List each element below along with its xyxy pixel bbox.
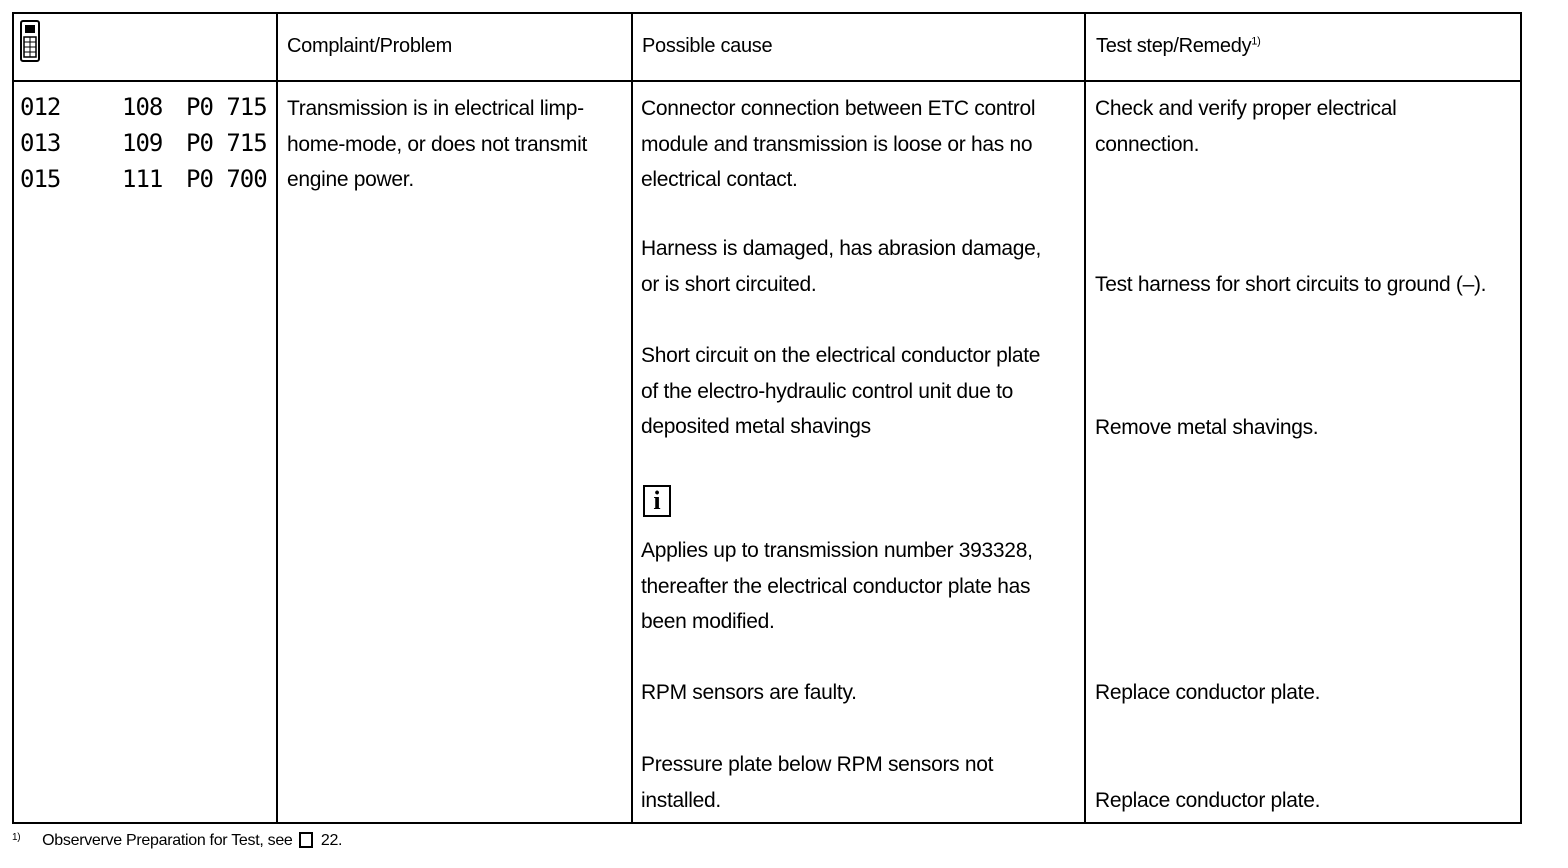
complaint-line: Transmission is in electrical limp- — [287, 97, 584, 120]
fault-code-b: 111 — [122, 165, 163, 193]
remedy-line: connection. — [1095, 132, 1200, 156]
cause-short-circuit — [641, 338, 1040, 445]
cause-line: of the electro-hydraulic control unit due to — [641, 379, 1014, 403]
page-reference-icon — [299, 832, 313, 848]
cause-line: module and transmission is loose or has no — [641, 132, 1033, 156]
fault-code-a: 013 — [20, 129, 61, 157]
note-line: thereafter the electrical conductor plate has — [641, 574, 1031, 598]
cause-rpm-sensors — [641, 675, 857, 711]
info-icon: i — [643, 485, 671, 517]
fault-code-b: 109 — [122, 129, 163, 157]
remedy-replace-plate: Replace conductor plate. — [1095, 789, 1321, 812]
column-divider — [1084, 12, 1086, 824]
complaint-text — [287, 91, 587, 198]
header-cause: Possible cause — [642, 35, 773, 57]
column-divider — [276, 12, 278, 824]
remedy-remove-shavings: Remove metal shavings. — [1095, 416, 1319, 439]
header-divider — [12, 80, 1522, 82]
cause-connector — [641, 91, 1035, 198]
diagnostic-tester-icon — [20, 20, 40, 62]
fault-code-a: 015 — [20, 165, 61, 193]
header-remedy-footnote-mark: 1) — [1251, 35, 1261, 48]
footnote-text: Observerve Preparation for Test, see — [42, 832, 293, 849]
footnote — [12, 832, 342, 850]
cause-line: electrical contact. — [641, 168, 798, 191]
cause-line: installed. — [641, 788, 721, 812]
cause-line: RPM sensors are faulty. — [641, 681, 857, 704]
cause-line: or is short circuited. — [641, 272, 817, 296]
header-remedy-label: Test step/Remedy — [1096, 35, 1252, 57]
fault-code-obd: P0 715 — [186, 93, 267, 121]
cause-line: Connector connection between ETC control — [641, 97, 1036, 120]
cause-line: Short circuit on the electrical conductor plate — [641, 344, 1041, 367]
column-divider — [631, 12, 633, 824]
complaint-line: engine power. — [287, 168, 414, 191]
footnote-mark: 1) — [12, 832, 21, 843]
note-line: Applies up to transmission number 393328, — [641, 539, 1033, 562]
fault-code-a: 012 — [20, 93, 61, 121]
cause-line: Pressure plate below RPM sensors not — [641, 753, 994, 776]
remedy-check-connection — [1095, 91, 1396, 162]
remedy-replace-plate: Replace conductor plate. — [1095, 681, 1321, 704]
cause-harness — [641, 231, 1041, 302]
header-complaint: Complaint/Problem — [287, 35, 452, 57]
fault-code-b: 108 — [122, 93, 163, 121]
cause-line: Harness is damaged, has abrasion damage, — [641, 237, 1042, 260]
note-line: been modified. — [641, 610, 775, 633]
header-remedy — [1096, 35, 1260, 58]
remedy-line: Check and verify proper electrical — [1095, 97, 1397, 120]
complaint-line: home-mode, or does not transmit — [287, 132, 588, 156]
fault-code-obd: P0 700 — [186, 165, 267, 193]
fault-code-obd: P0 715 — [186, 129, 267, 157]
remedy-test-harness: Test harness for short circuits to ground (–). — [1095, 273, 1487, 296]
cause-line: deposited metal shavings — [641, 415, 871, 438]
cause-info-note — [641, 533, 1033, 640]
cause-pressure-plate — [641, 747, 993, 818]
footnote-page: 22. — [320, 832, 343, 849]
